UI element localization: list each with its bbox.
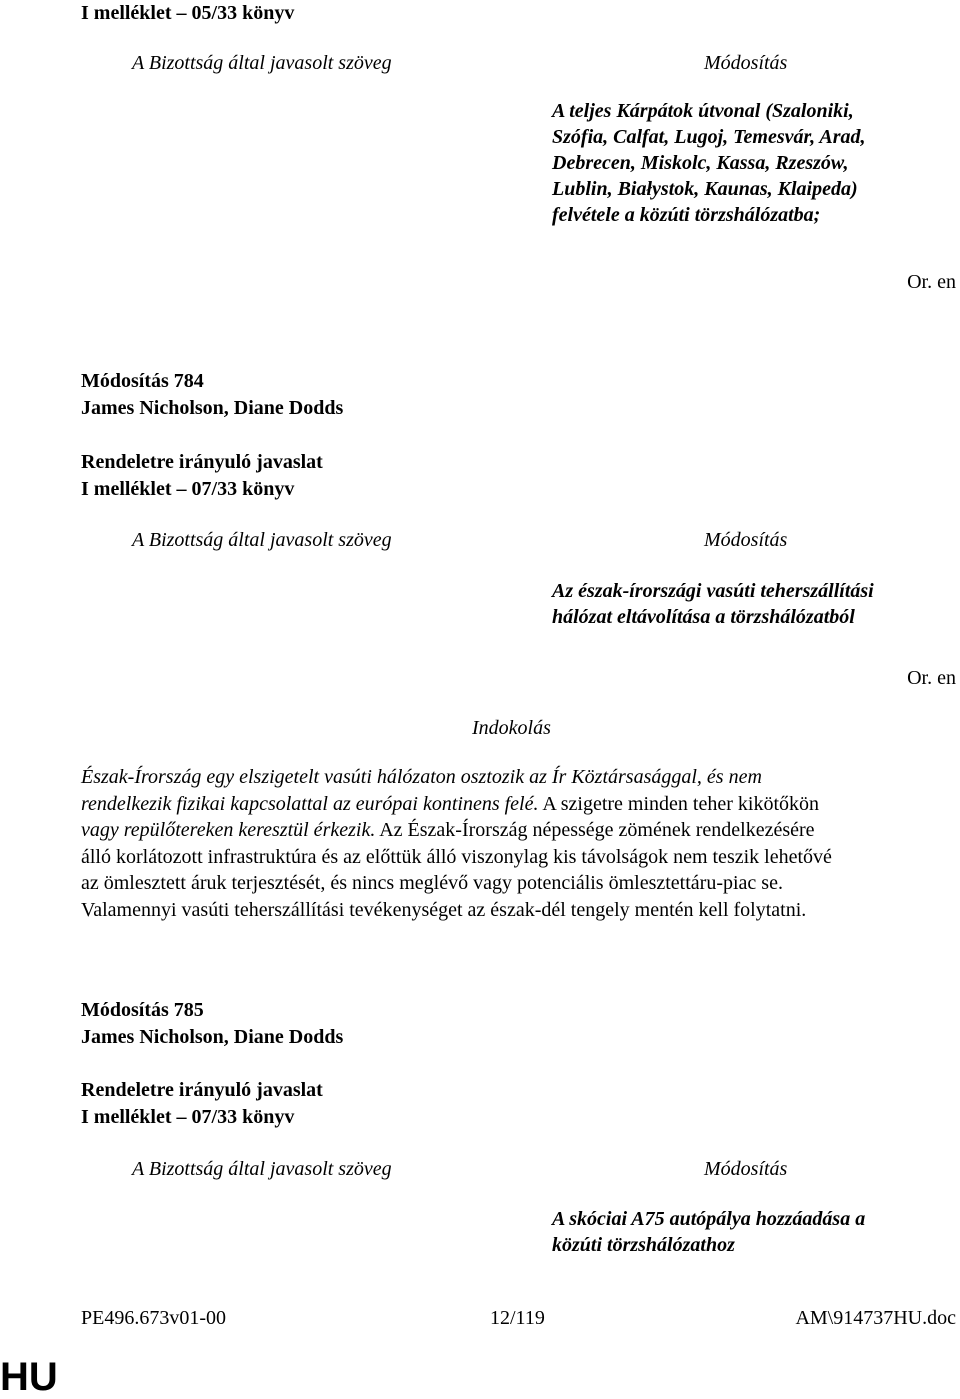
column-heading-amendment: Módosítás [704,52,788,74]
justification-sentence: vagy repülőtereken keresztül érkezik. [81,819,376,841]
justification-sentence: rendelkezik fizikai kapcsolattal az európai kontinens felé. [81,792,539,815]
column-heading-amendment: Módosítás [704,529,788,551]
amendment-text [552,98,952,228]
amendment-text-line: közúti törzshálózathoz [552,1234,735,1256]
amendment-text-line: Debrecen, Miskolc, Kassa, Rzeszów, [552,152,849,174]
language-code: HU [0,1355,58,1399]
justification-line [81,817,960,844]
justification-sentence: A szigetre minden teher kikötőkön [538,792,819,815]
proposal-type: Rendeletre irányuló javaslat [81,1079,323,1101]
justification-sentence: Valamennyi vasúti teherszállítási tevékenységet az észak-dél tengely mentén kell folytatni. [81,898,807,921]
justification-line [81,844,960,871]
justification-line [81,870,960,897]
justification-sentence: Az Észak-Írország népessége zömének rendelkezésére [375,819,815,841]
justification-sentence: álló korlátozott infrastruktúra és az előttük álló viszonylag kis távolságok nem teszik lehetővé [81,845,832,868]
amendment-number: Módosítás 784 [81,370,204,392]
justification-heading: Indokolás [472,717,551,739]
proposal-type: Rendeletre irányuló javaslat [81,451,323,473]
amendment-text-line: A skóciai A75 autópálya hozzáadása a [552,1208,866,1230]
amendment-text [552,1206,952,1258]
justification-sentence: az ömlesztett áruk terjesztését, és nincs meglévő vagy potenciális ömlesztettáru-piac se. [81,872,783,894]
original-language: Or. en [907,271,956,293]
amendment-authors: James Nicholson, Diane Dodds [81,1026,344,1048]
footer-document-reference: PE496.673v01-00 [81,1307,226,1329]
annex-reference: I melléklet – 07/33 könyv [81,1106,295,1128]
annex-reference: I melléklet – 07/33 könyv [81,478,295,500]
original-language: Or. en [907,667,956,689]
justification-line [81,897,960,924]
amendment-number: Módosítás 785 [81,999,204,1021]
amendment-text-line: hálózat eltávolítása a törzshálózatból [552,606,855,628]
annex-reference: I melléklet – 05/33 könyv [81,2,295,24]
column-heading-commission-text: A Bizottság által javasolt szöveg [132,1158,392,1180]
footer-page-number: 12/119 [490,1307,545,1329]
column-heading-commission-text: A Bizottság által javasolt szöveg [132,529,392,551]
amendment-text-line: A teljes Kárpátok útvonal (Szaloniki, [552,100,854,122]
justification-line [81,791,960,818]
column-heading-amendment: Módosítás [704,1158,788,1180]
justification-line [81,764,960,791]
amendment-text-line: Szófia, Calfat, Lugoj, Temesvár, Arad, [552,126,866,148]
amendment-text-line: Lublin, Białystok, Kaunas, Klaipeda) [552,178,858,200]
amendment-authors: James Nicholson, Diane Dodds [81,397,344,419]
amendment-text [552,578,952,630]
column-heading-commission-text: A Bizottság által javasolt szöveg [132,52,392,74]
justification-text [81,764,960,923]
justification-sentence: Észak-Írország egy elszigetelt vasúti hálózaton osztozik az Ír Köztársasággal, és nem [81,766,762,788]
amendment-text-line: felvétele a közúti törzshálózatba; [552,204,821,226]
amendment-text-line: Az észak-írországi vasúti teherszállítási [552,580,874,602]
footer-file-name: AM\914737HU.doc [795,1307,956,1329]
